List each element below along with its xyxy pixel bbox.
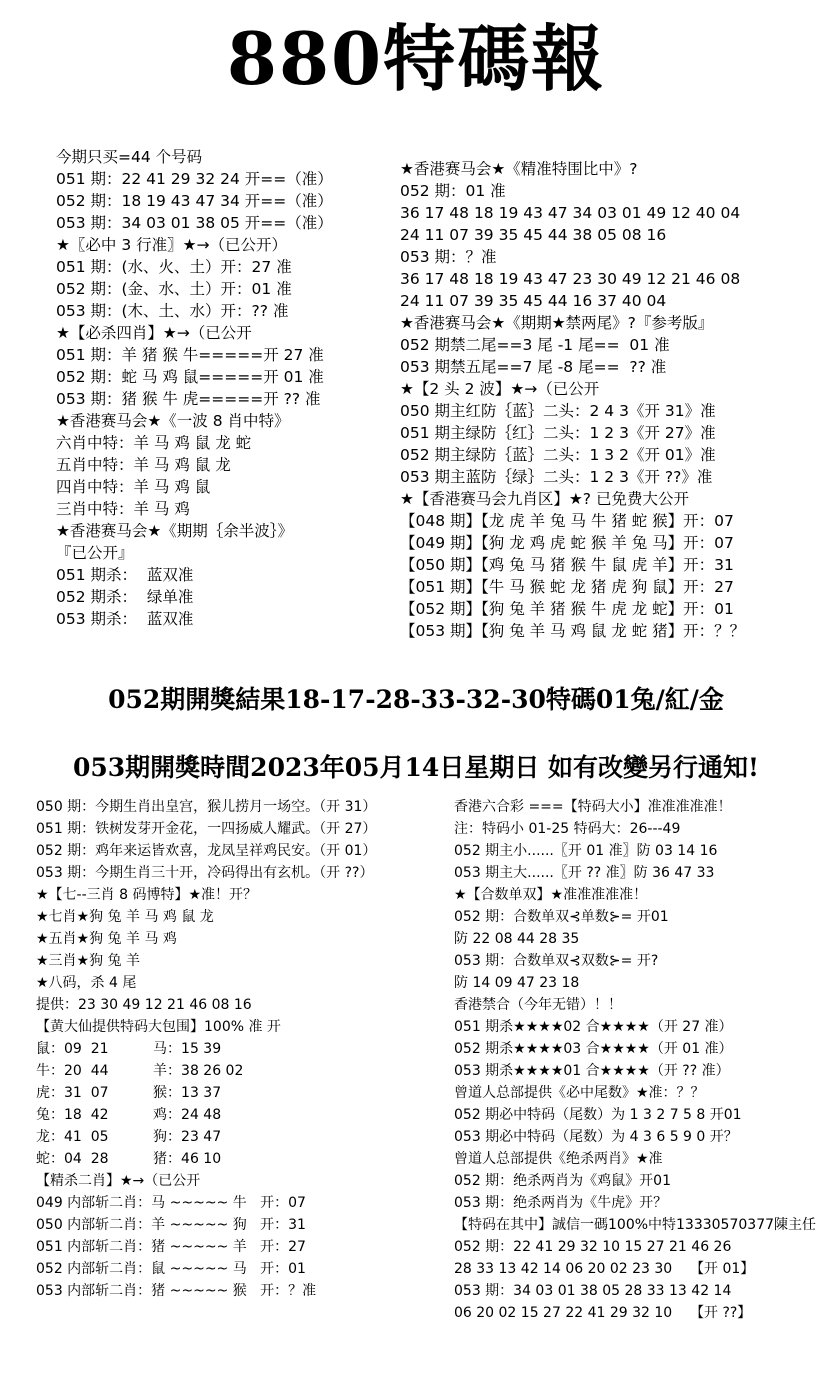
text-line: ★香港赛马会★《期期｛余半波｝》 [56,522,294,540]
text-line: 051 期杀★★★★02 合★★★★（开 27 准） [454,1019,733,1035]
text-line: 六肖中特：羊 马 鸡 鼠 龙 蛇 [56,434,252,452]
text-line: 兔：18 42 鸡：24 48 [36,1107,222,1123]
page-title: 880特碼報 [226,16,606,101]
text-line: ★【七--三肖 8 码博特】★准！开？ [36,887,258,903]
text-line: 注：特码小 01-25 特码大：26---49 [454,821,681,837]
text-line: 053 期杀★★★★01 合★★★★（开 ?? 准） [454,1063,730,1079]
text-line: 051 期：铁树发芽开金花，一四扬威人耀武。（开 27） [36,821,377,837]
text-line: 曾道人总部提供《必中尾数》★准：？？ [454,1085,705,1101]
text-line: 提供：23 30 49 12 21 46 08 16 [36,997,252,1013]
text-line: 052 期主小......〖开 01 准〗防 03 14 16 [454,843,718,859]
text-line: 053 期：34 03 01 38 05 开==（准） [56,214,333,232]
text-line: 鼠：09 21 马：15 39 [36,1041,222,1057]
text-line: ★香港赛马会★《精准特围比中》? [400,160,638,178]
text-line: 051 期：羊 猪 猴 牛=====开 27 准 [56,346,324,364]
text-line: 牛：20 44 羊：38 26 02 [36,1063,244,1079]
text-line: 【精杀二肖】★→（已公开 [36,1173,201,1189]
text-line: ★〖必中 3 行准〗★→（已公开） [56,236,287,254]
text-line: 052 期必中特码（尾数）为 1 3 2 7 5 8 开01 [454,1107,742,1123]
right-top-column [400,158,820,642]
text-line: 052 期杀： 绿单准 [56,588,194,606]
text-line: ★【香港赛马会九肖区】★? 已免费大公开 [400,490,689,508]
text-line: 052 期：绝杀两肖为《鸡鼠》开01 [454,1173,671,1189]
text-line: 36 17 48 18 19 43 47 34 03 01 49 12 40 04 [400,204,741,222]
text-line: 052 期：鸡年来运皆欢喜，龙凤呈祥鸡民安。（开 01） [36,843,377,859]
text-line: 三肖中特：羊 马 鸡 [56,500,190,518]
text-line: 今期只买=44 个号码 [56,148,203,166]
text-line: 052 期：18 19 43 47 34 开==（准） [56,192,333,210]
text-line: 053 期：猪 猴 牛 虎=====开 ?? 准 [56,390,321,408]
text-line: 053 期：今期生肖三十开，冷码得出有玄机。（开 ??） [36,865,374,881]
text-line: 【053 期】【狗 兔 羊 马 鸡 鼠 龙 蛇 猪】开：？？ [400,622,746,640]
text-line: 053 期必中特码（尾数）为 4 3 6 5 9 0 开？ [454,1129,738,1145]
text-line: 【050 期】【鸡 兔 马 猪 猴 牛 鼠 虎 羊】开：31 [400,556,734,574]
text-line: 24 11 07 39 35 45 44 38 05 08 16 [400,226,667,244]
text-line: 052 期：01 准 [400,182,506,200]
text-line: 052 期杀★★★★03 合★★★★（开 01 准） [454,1041,733,1057]
text-line: 053 期禁五尾==7 尾 -8 尾== ?? 准 [400,358,667,376]
text-line: 053 期杀： 蓝双准 [56,610,194,628]
left-bottom-column [36,796,456,1302]
text-line: 【黄大仙提供特码大包围】100% 准 开 [36,1019,281,1035]
text-line: 龙：41 05 狗：23 47 [36,1129,222,1145]
text-line: ★五肖★狗 兔 羊 马 鸡 [36,931,177,947]
text-line: 蛇：04 28 猪：46 10 [36,1151,222,1167]
text-line: 051 内部斩二肖：猪 ~~~~~ 羊 开：27 [36,1239,306,1255]
text-line: 049 内部斩二肖：马 ~~~~~ 牛 开：07 [36,1195,306,1211]
text-line: 虎：31 07 猴：13 37 [36,1085,222,1101]
text-line: 053 期：(木、土、水）开：?? 准 [56,302,289,320]
text-line: 防 14 09 47 23 18 [454,975,580,991]
text-line: 曾道人总部提供《绝杀两肖》★准 [454,1151,663,1167]
text-line: 052 期：(金、水、土）开：01 准 [56,280,292,298]
text-line: 052 期禁二尾==3 尾 -1 尾== 01 准 [400,336,670,354]
text-line: 052 期：合数单双⊰单数⊱= 开01 [454,909,669,925]
text-line: 053 内部斩二肖：猪 ~~~~~ 猴 开：？准 [36,1283,317,1299]
text-line: 052 期主绿防｛蓝｝二头：1 3 2《开 01》准 [400,446,716,464]
text-line: 24 11 07 39 35 45 44 16 37 40 04 [400,292,667,310]
text-line: 【049 期】【狗 龙 鸡 虎 蛇 猴 羊 兔 马】开：07 [400,534,734,552]
text-line: 【052 期】【狗 兔 羊 猪 猴 牛 虎 龙 蛇】开：01 [400,600,734,618]
text-line: 28 33 13 42 14 06 20 02 23 30 【开 01】 [454,1261,755,1277]
text-line: 五肖中特：羊 马 鸡 鼠 龙 [56,456,231,474]
text-line: ★【必杀四肖】★→（已公开 [56,324,252,342]
text-line: 053 期：？准 [400,248,497,266]
text-line: 【特码在其中】誠信一碼100%中特13330570377陳主任 [454,1217,817,1233]
text-line: 052 期：22 41 29 32 10 15 27 21 46 26 [454,1239,732,1255]
text-line: 06 20 02 15 27 22 41 29 32 10 【开 ??】 [454,1305,752,1321]
text-line: ★【2 头 2 波】★→（已公开 [400,380,600,398]
text-line: ★香港赛马会★《期期★禁两尾》?『参考版』 [400,314,714,332]
right-bottom-column [454,796,824,1324]
text-line: ★香港赛马会★《一波 8 肖中特》 [56,412,290,430]
text-line: 『已公开』 [56,544,134,562]
text-line: 防 22 08 44 28 35 [454,931,580,947]
text-line: 053 期主大......〖开 ?? 准〗防 36 47 33 [454,865,715,881]
text-line: 052 内部斩二肖：鼠 ~~~~~ 马 开：01 [36,1261,306,1277]
draw-result-banner: 052期開獎結果18-17-28-33-32-30特碼01兔/紅/金 [108,685,724,714]
text-line: 香港禁合（今年无错）！！ [454,997,622,1013]
text-line: 053 期：34 03 01 38 05 28 33 13 42 14 [454,1283,732,1299]
text-line: 051 期：(水、火、土）开：27 准 [56,258,292,276]
text-line: 050 期主红防｛蓝｝二头：2 4 3《开 31》准 [400,402,716,420]
draw-time-banner: 053期開獎時間2023年05月14日星期日 如有改變另行通知! [72,753,760,782]
text-line: ★八码，杀 4 尾 [36,975,137,991]
text-line: 053 期：合数单双⊰双数⊱= 开? [454,953,659,969]
text-line: 053 期主蓝防｛绿｝二头：1 2 3《开 ??》准 [400,468,713,486]
text-line: 36 17 48 18 19 43 47 23 30 49 12 21 46 08 [400,270,741,288]
left-top-column [56,146,396,630]
text-line: ★七肖★狗 兔 羊 马 鸡 鼠 龙 [36,909,214,925]
text-line: 【051 期】【牛 马 猴 蛇 龙 猪 虎 狗 鼠】开：27 [400,578,734,596]
text-line: 053 期：绝杀两肖为《牛虎》开？ [454,1195,668,1211]
text-line: 【048 期】【龙 虎 羊 兔 马 牛 猪 蛇 猴】开：07 [400,512,734,530]
text-line: 051 期：22 41 29 32 24 开==（准） [56,170,333,188]
text-line: 052 期：蛇 马 鸡 鼠=====开 01 准 [56,368,324,386]
text-line: 050 期：今期生肖出皇宫，猴儿捞月一场空。（开 31） [36,799,377,815]
text-line: ★三肖★狗 兔 羊 [36,953,141,969]
text-line: 香港六合彩 ===【特码大小】准准准准准！ [454,799,732,815]
text-line: 四肖中特：羊 马 鸡 鼠 [56,478,211,496]
text-line: 050 内部斩二肖：羊 ~~~~~ 狗 开：31 [36,1217,306,1233]
text-line: ★【合数单双】★准准准准准！ [454,887,648,903]
text-line: 051 期杀： 蓝双准 [56,566,194,584]
text-line: 051 期主绿防｛红｝二头：1 2 3《开 27》准 [400,424,716,442]
